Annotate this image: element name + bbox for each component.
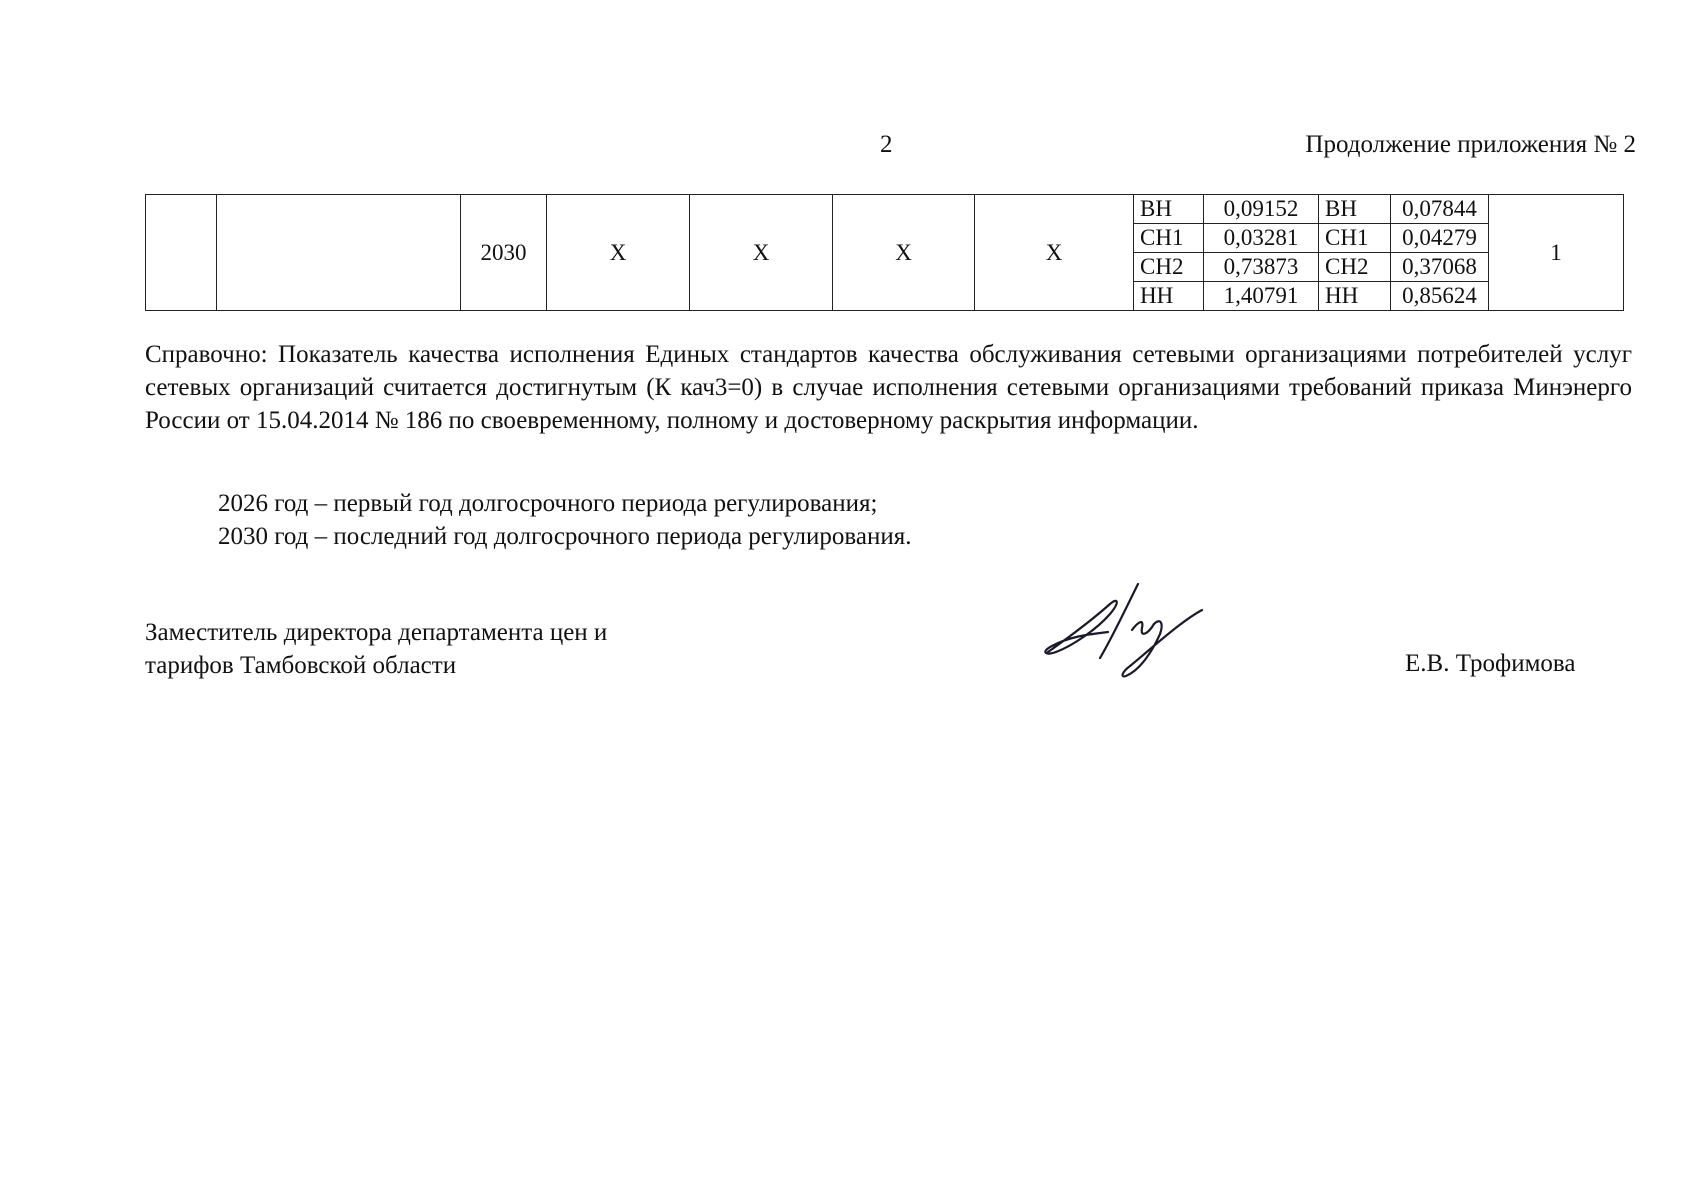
table-row [146,195,1624,224]
value-cell: 0,04279 [1391,224,1489,253]
table-cell-year: 2030 [461,195,547,311]
value-cell: 0,37068 [1391,253,1489,282]
value-cell: 0,03281 [1204,224,1319,253]
voltage-level-cell: СН2 [1134,253,1204,282]
table-cell-cross: X [547,195,690,311]
table-cell-organization [217,195,461,311]
signer-position-line: тарифов Тамбовской области [145,652,457,679]
table-cell-cross: X [690,195,833,311]
page-number: 2 [880,131,893,158]
tariff-table [145,194,1624,311]
signer-position-line: Заместитель директора департамента цен и [145,619,608,646]
voltage-level-cell: ВН [1319,195,1391,224]
voltage-level-cell: ВН [1134,195,1204,224]
table-cell-number [146,195,217,311]
signer-position [145,616,607,682]
value-cell: 1,40791 [1204,282,1319,311]
table-cell-cross: X [975,195,1134,311]
value-cell: 0,07844 [1391,195,1489,224]
appendix-continuation-label: Продолжение приложения № 2 [1305,131,1636,158]
value-cell: 0,73873 [1204,253,1319,282]
value-cell: 0,09152 [1204,195,1319,224]
first-year-note: 2026 год – первый год долгосрочного периода регулирования; [218,490,878,517]
signer-name: Е.В. Трофимова [1405,650,1576,677]
table-cell-cross: X [833,195,975,311]
reference-note: Справочно: Показатель качества исполнения Единых стандартов качества обслуживания сетевыми организациями потребителей услуг сетевых организаций считается достигнутым (К кач3=0) в случае исполнения сетевыми организациями требований приказа Минэнерго России от 15.04.2014 № 186 по своевременному, полному и достоверному раскрытия информации. [145,341,1632,434]
value-cell: 0,85624 [1391,282,1489,311]
table-cell-final-value: 1 [1489,195,1624,311]
voltage-level-cell: НН [1134,282,1204,311]
handwritten-signature [1040,578,1210,678]
regulation-period-notes [218,487,912,553]
voltage-level-cell: НН [1319,282,1391,311]
voltage-level-cell: СН1 [1319,224,1391,253]
last-year-note: 2030 год – последний год долгосрочного периода регулирования. [218,523,912,550]
voltage-level-cell: СН1 [1134,224,1204,253]
voltage-level-cell: СН2 [1319,253,1391,282]
